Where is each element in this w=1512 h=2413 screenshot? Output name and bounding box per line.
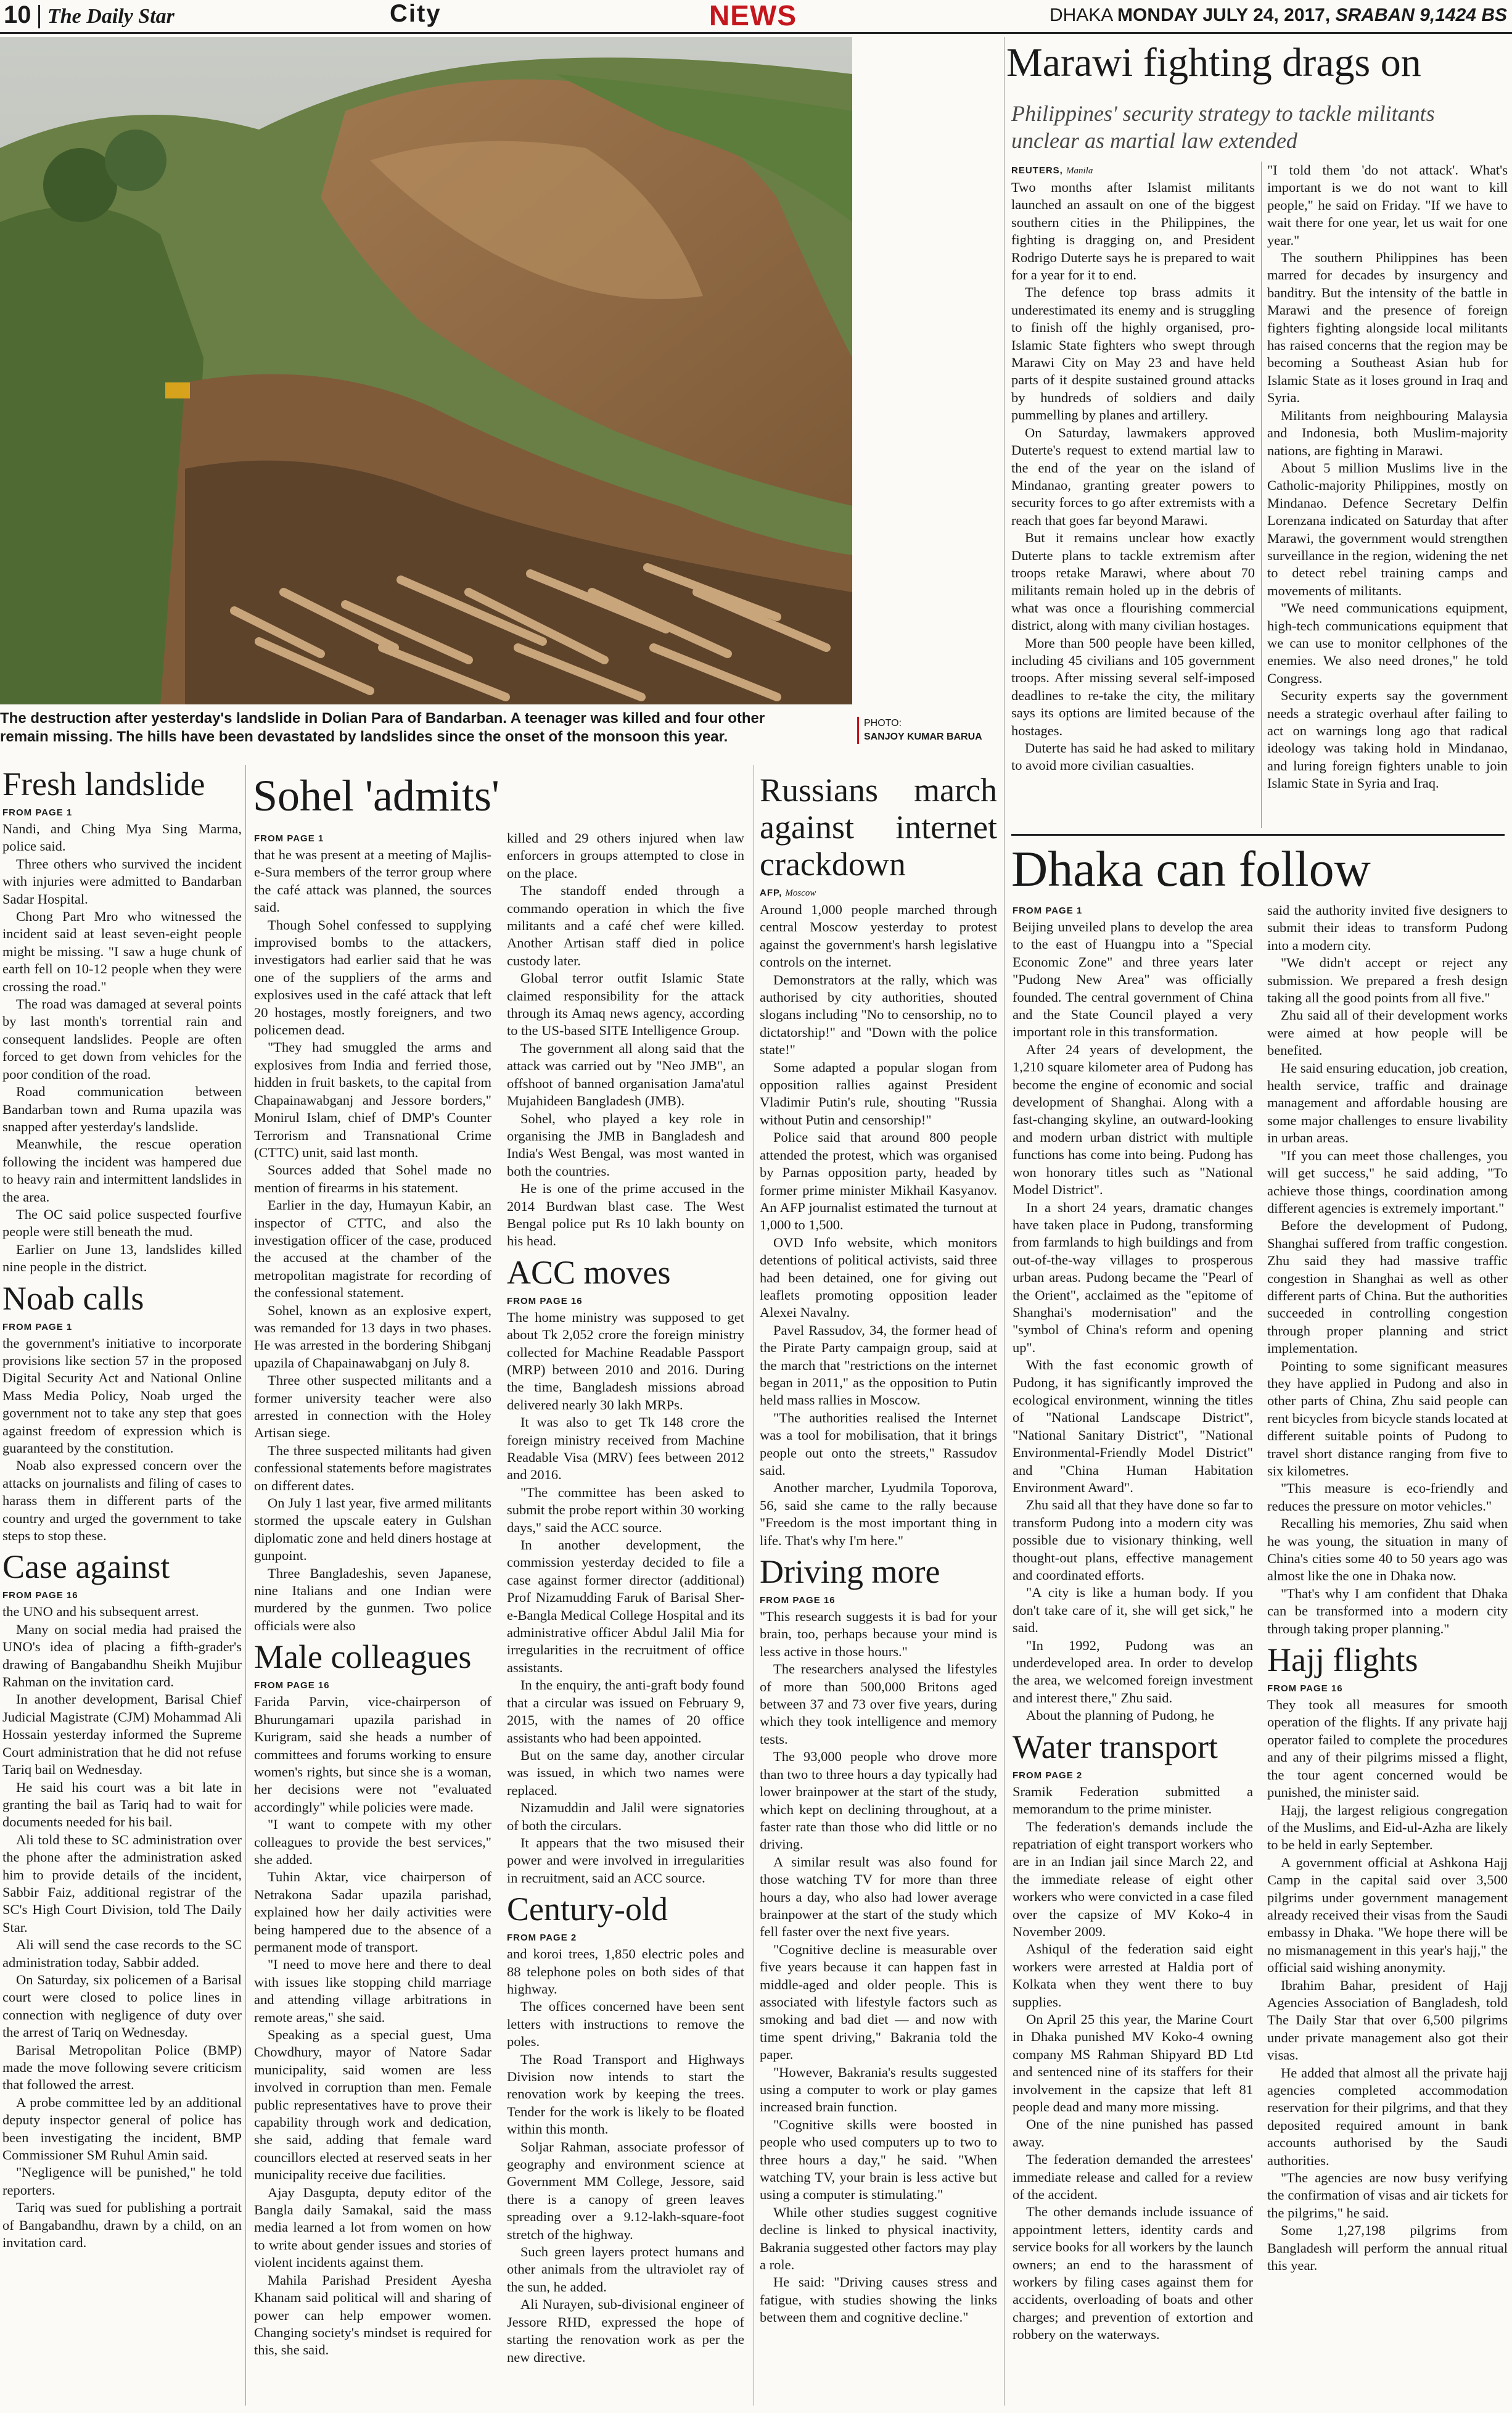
sohel-column-1 [254,830,491,2359]
paragraph: Zhu said all that they have done so far to transform Pudong into a modern city was possible due to visionary thinking, well thought-out plans, effective management and coordinated efforts. [1013,1497,1253,1583]
paragraph: After 24 years of development, the 1,210 square kilometer area of Pudong has become the engine of economic and social development of Shanghai. Along with a fast-changing skyline, an outward-looking and modern urban district with multiple functions has come into being. Pudong has won honorary titles such as "National Model District". [1013,1041,1253,1198]
paragraph: "I need to move here and there to deal with issues like stopping child marriage and attending village arbitrations in remote areas," she said. [254,1957,491,2025]
from-page-label: FROM PAGE 16 [760,1595,836,1606]
dhaka-headline: Dhaka can follow [1011,834,1505,899]
paragraph: The southern Philippines has been marred for decades by insurgency and banditry. But the intensity of the battle in Marawi and the presence of foreign fighters fighting alongside local militants has raised concerns that the region may be becoming a Southeast Asian hub for Islamic State as it loses ground in Iraq and Syria. [1267,250,1508,406]
paragraph: On April 25 this year, the Marine Court in Dhaka punished MV Koko-4 owning company MS Rahman Shipyard BD Ltd and sentenced nine of its staffers for their involvement in the capsize that left 81 people dead and many more missing. [1013,2011,1253,2114]
sohel-headline-wrap [253,771,746,820]
paragraph: Tuhin Aktar, vice chairperson of Netrakona Sadar upazila parishad, explained how her daily activities were being hampered due to the absence of a permanent mode of transport. [254,1869,491,1955]
paragraph: Some adapted a popular slogan from opposition rallies against President Vladimir Putin's rule, shouting "Russia without Putin and censorship!" [760,1059,997,1128]
sohel-from: FROM PAGE 1 [254,833,324,844]
paragraph: "The committee has been asked to submit the probe report within 30 working days," said the ACC source. [507,1484,744,1535]
dhaka-body-2 [1267,902,1508,1638]
russians-source-place: Moscow [785,888,816,898]
page-header [0,0,1512,34]
paragraph: Police said that around 800 people attended the protest, which was organised by Parnas opposition party, headed by former prime minister Mikhail Kasyanov. An AFP journalist estimated the turnout at 1,000 to 1,500. [760,1129,997,1233]
paragraph: "I told them 'do not attack'. What's important is we do not want to kill people," he said on Friday. "If we have to wait there for one year, let us wait for one year." [1267,162,1508,248]
paragraph: Pavel Rassudov, 34, the former head of the Pirate Party campaign group, said at the march that "restrictions on the internet began in 2011," as the opposition to Putin held mass rallies in Moscow. [760,1322,997,1408]
from-page-label: FROM PAGE 2 [507,1932,577,1944]
dhaka-column-2 [1267,902,1508,2274]
paragraph: Nizamuddin and Jalil were signatories of both the circulars. [507,1800,744,1833]
paragraph: With the fast economic growth of Pudong, it has significantly improved the ecological environment, winning the titles of "National Landscape District", "National Sanitary District", "National Environmental-Friendly Model District" and "China Human Habitation Environment Award". [1013,1357,1253,1495]
column-rule [1261,162,1262,828]
paragraph: Beijing unveiled plans to develop the area to the east of Huangpu into a "Special Economic Zone" and three years later "Pudong New Area" was officially founded. The central government of China and the State Council played a very important role in this transformation. [1013,919,1253,1040]
paragraph: It appears that the two misused their power and were involved in irregularities in recruitment, said an ACC source. [507,1834,744,1886]
paragraph: Mahila Parishad President Ayesha Khanam said political will and sharing of power can help empower women. Changing society's mindset is required for this, she said. [254,2272,491,2358]
paragraph: He said his court was a bit late in granting the bail as Tariq had to wait for documents needed for his bail. [2,1779,242,1830]
article-headline: Century-old [507,1891,668,1928]
dhaka-from: FROM PAGE 1 [1013,905,1083,916]
paragraph: The 93,000 people who drove more than two to three hours a day typically had lower brainpower at the start of the study, which kept on declining throughout, at a faster rate than those who did little or no driving. [760,1749,997,1852]
male-colleagues-article [254,1638,491,2359]
article-headline: Driving more [760,1553,940,1591]
paragraph: Sohel, known as an explosive expert, was remanded for 13 days in two phases. He was arrested in the bordering Shibganj upazila of Chapainawabganj on July 8. [254,1302,491,1371]
paragraph: One of the nine punished has passed away. [1013,2116,1253,2150]
paragraph: The OC said police suspected fourfive people were still beneath the mud. [2,1206,242,1240]
column-rule [1004,37,1005,2406]
dateline-bangla: SRABAN 9,1424 BS [1335,5,1507,25]
paragraph: The offices concerned have been sent letters with instructions to remove the poles. [507,1998,744,2050]
paragraph: While other studies suggest cognitive decline is linked to physical inactivity, Bakrania suggested other factors may play a role. [760,2204,997,2273]
from-page-label: FROM PAGE 1 [2,1321,73,1332]
paragraph: Barisal Metropolitan Police (BMP) made the move following severe criticism that followed the arrest. [2,2042,242,2093]
paragraph: The road was damaged at several points by last month's torrential rain and consequent landslides. People are often forced to get down from vehicles for the poor condition of the road. [2,996,242,1082]
paragraph: Chong Part Mro who witnessed the incident said at least seven-eight people might be missing. "I saw a huge chunk of earth fell on 10-12 people when they were crossing the road." [2,909,242,994]
article-headline: ACC moves [507,1253,671,1291]
paragraph: "The agencies are now busy verifying the confirmation of visas and air tickets for the pilgrims," he said. [1267,2170,1508,2221]
paragraph: Two months after Islamist militants launched an assault on one of the biggest southern cities in the Philippines, the fighting is dragging on, and President Rodrigo Duterte says he is prepared to wait for a year for it to end. [1011,179,1255,283]
hajj-flights-article [1267,1641,1508,2274]
russians-headline: Russians march against internet crackdown [760,772,997,883]
column-rule [245,765,246,2406]
russians-source-agency: AFP, [760,888,783,898]
paragraph: A government official at Ashkona Hajj Camp in the capital said over 3,500 pilgrims under government management already received their visas from the Saudi embassy in Dhaka. "We hope there will be no mismanagement in this year's hajj," the official said wishing anonymity. [1267,1854,1508,1976]
paragraph: Earlier in the day, Humayun Kabir, an inspector of CTTC, and also the investigation officer of the case, produced the accused at the chamber of the metropolitan magistrate for recording of the confessional statement. [254,1197,491,1301]
paragraph: Meanwhile, the rescue operation following the incident was hampered due to heavy rain and intermittent landslides in the area. [2,1136,242,1205]
paragraph: On July 1 last year, five armed militants stormed the upscale eatery in Gulshan diplomatic zone and held diners hostage at gunpoint. [254,1495,491,1564]
paragraph: "If you can meet those challenges, you will get success," he said adding, "To achieve those things, coordination among different agencies is extremely important." [1267,1147,1508,1216]
newspaper-name: The Daily Star [38,5,175,28]
paragraph: Zhu said all of their development works were aimed at how people will be benefited. [1267,1007,1508,1058]
photo-credit-name: SANJOY KUMAR BARUA [864,732,982,742]
paragraph: Farida Parvin, vice-chairperson of Bhurungamari upazila parishad in Kurigram, said she heads a number of committees and forums working to ensure women's rights, but since she is a woman, her decisions were not "evaluated accordingly" while policies were made. [254,1694,491,1815]
section-name: City [390,0,442,27]
from-page-label: FROM PAGE 16 [2,1590,78,1601]
paragraph: Three Bangladeshis, seven Japanese, nine Italians and one Indian were murdered by the gunmen. Two police officials were also [254,1565,491,1633]
paragraph: The federation demanded the arrestees' immediate release and called for a review of the accident. [1013,2151,1253,2203]
paragraph: Duterte has said he had asked to military to avoid more civilian casualties. [1011,740,1255,773]
paragraph: The defence top brass admits it underestimated its enemy and is struggling to finish off the highly organised, pro-Islamic State fighters who swept through Marawi City on May 23 and have held parts of it despite sustained ground attacks by hundreds of soldiers and daily pummelling by planes and artillery. [1011,284,1255,423]
paragraph: Security experts say the government needs a strategic overhaul after failing to act on warnings long ago that radical ideology was taking hold in Mindanao, and luring foreign fighters unable to join Islamic State in Syria and Iraq. [1267,688,1508,791]
photo-caption: The destruction after yesterday's landslide in Dolian Para of Bandarban. A teenager was killed and four other remain missing. The hills have been devastated by landslides since the onset of the monsoon this year. [0,710,765,745]
article-headline: Hajj flights [1267,1641,1418,1679]
paragraph: On Saturday, lawmakers approved Duterte's request to extend martial law to the end of the year on the island of Mindanao, granting greater powers to security forces to go after extremists with a reach that goes far beyond Marawi. [1011,424,1255,528]
paragraph: Pointing to some significant measures they have applied in Pudong and also in other parts of China, Zhu said people can rent bicycles from bicycle stands located at different suitable points of Pudong to travel short distance ranging from five to six kilometres. [1267,1358,1508,1479]
paragraph: Recalling his memories, Zhu said when he was young, the situation in many of China's cities some 40 to 50 years ago was almost like the one in Dhaka now. [1267,1516,1508,1584]
paragraph: the government's initiative to incorporate provisions like section 57 in the proposed Digital Security Act and National Online Mass Media Policy, Noab urged the government not to take any step that goes against freedom of expression which is guaranteed by the constitution. [2,1335,242,1456]
paragraph: Global terror outfit Islamic State claimed responsibility for the attack through its Amaq news agency, according to the US-based SITE Intelligence Group. [507,970,744,1039]
dateline-date: MONDAY JULY 24, 2017, [1117,5,1331,25]
paragraph: Demonstrators at the rally, which was authorised by city authorities, shouted slogans including "No to censorship, no to dictatorship!" and "Down with the police state!" [760,971,997,1058]
paragraph: Ajay Dasgupta, deputy editor of the Bangla daily Samakal, said the mass media learned a lot from women on how to write about gender issues and stories of violent incidents against them. [254,2184,491,2271]
paragraph: Many on social media had praised the UNO's idea of placing a fifth-grader's drawing of Bangabandhu Sheikh Mujibur Rahman on the invitation card. [2,1621,242,1690]
paragraph: Earlier on June 13, landslides killed nine people in the district. [2,1241,242,1275]
sohel-column-2 [507,830,744,2366]
dateline [1050,5,1507,26]
sohel-body-1 [254,846,491,1635]
paragraph: In another development, the commission yesterday decided to file a case against former director (additional) Prof Nizamudding Faruk of Barisal Sher-e-Bangla Medical College Hospital and its administrative officer Abdul Jalil Mia for irregularities in the recruitment of office assistants. [507,1537,744,1675]
marawi-source-place: Manila [1066,166,1093,176]
from-page-label: FROM PAGE 16 [254,1680,330,1691]
paragraph: Though Sohel confessed to supplying improvised bombs to the attackers, investigators had earlier said that he was one of the suppliers of the arms and explosives used in the café attack that left 20 hostages, mostly foreigners, and two policemen dead. [254,917,491,1038]
paragraph: "This measure is eco-friendly and reduces the pressure on motor vehicles." [1267,1480,1508,1514]
paragraph: In the enquiry, the anti-graft body found that a circular was issued on February 9, 2015, with the names of 20 office assistants who had been appointed. [507,1677,744,1746]
dhaka-body-1 [1013,918,1253,1725]
paragraph: Some 1,27,198 pilgrims from Bangladesh will perform the annual ritual this year. [1267,2222,1508,2274]
paragraph: Before the development of Pudong, Shanghai suffered from traffic congestion. Zhu said they had massive traffic congestion in Shanghai as well as other different parts of China. But the authorities succeeded in controlling congestion through proper planning and strict implementation. [1267,1218,1508,1356]
paragraph: Around 1,000 people marched through central Moscow yesterday to protest against the government's harsh legislative controls on the internet. [760,902,997,970]
paragraph: Ashiqul of the federation said eight workers were arrested at Haldia port of Kolkata when they went there to buy supplies. [1013,1941,1253,2010]
paragraph: More than 500 people have been killed, including 45 civilians and 105 government troops. After missing several self-imposed deadlines to re-take the city, the military says its options are limited because of the hostages. [1011,635,1255,738]
marawi-source [1011,165,1255,176]
paragraph: He added that almost all the private hajj agencies completed accommodation reservation for their pilgrims, and that they deposited required amount in bank accounts authorised by the Saudi authorities. [1267,2064,1508,2168]
paragraph: On Saturday, six policemen of a Barisal court were closed to police lines in connection with negligence of duty over the arrest of Tariq on Wednesday. [2,1971,242,2040]
century-old-article [507,1891,744,2366]
paragraph: The researchers analysed the lifestyles of more than 500,000 Britons aged between 37 and 73 over five years, during which they took intelligence and memory tests. [760,1661,997,1747]
paragraph: killed and 29 others injured when law enforcers in groups attempted to close in on the place. [507,830,744,881]
marawi-subheadline: Philippines' security strategy to tackle militants unclear as martial law extended [1011,101,1435,153]
paragraph: But it remains unclear how exactly Duterte plans to tackle extremism after troops retake Marawi, where about 70 militants remain holed up in the debris of what was once a flourishing commercial district, along with many civilian hostages. [1011,530,1255,633]
paragraph: Nandi, and Ching Mya Sing Marma, police said. [2,821,242,854]
russians-source [760,888,997,899]
paragraph: They took all measures for smooth operation of the flights. If any private hajj operator failed to complete the procedures and any of their pilgrims missed a flight, the tour agent concerned would be punished, the minister said. [1267,1697,1508,1800]
paragraph: Speaking as a special guest, Uma Chowdhury, mayor of Natore Sadar municipality, said women are less involved in corruption than men. Female public representatives have to prove their capability through work and dedication, she said, adding that female ward councillors elected at reserved seats in her municipality receive due facilities. [254,2027,491,2183]
paragraph: Such green layers protect humans and other animals from the ultraviolet ray of the sun, he added. [507,2244,744,2295]
marawi-column-1 [1011,162,1255,775]
paragraph: "However, Bakrania's results suggested using a computer to work or play games increased brain function. [760,2064,997,2115]
paragraph: In a short 24 years, dramatic changes have taken place in Pudong, transforming from farmlands to high buildings and from out-of-the-way villages to prosperous urban areas. Pudong became the "Pearl of the Orient", acclaimed as the "epitome of Shanghai's modernisation" and the "symbol of China's reform and opening up". [1013,1199,1253,1355]
paragraph: About the planning of Pudong, he [1026,1707,1214,1723]
paragraph: "Cognitive decline is measurable over five years because it can happen fast in middle-aged and older people. This is associated with lifestyle factors such as smoking and bad diet — and now with time spent driving," Bakrania told the paper. [760,1941,997,2063]
paragraph: Sohel, who played a key role in organising the JMB in Bangladesh and India's West Bengal, was most wanted in both the countries. [507,1110,744,1179]
paragraph: He is one of the prime accused in the 2014 Burdwan blast case. The West Bengal police put Rs 10 lakh bounty on his head. [507,1181,744,1249]
article-headline: Water transport [1013,1728,1218,1765]
paragraph: It was also to get Tk 148 crore the foreign ministry received from Machine Readable Visa (MRV) fees between 2012 and 2016. [507,1414,744,1483]
page-number: 10 [4,1,31,28]
column-russians [760,768,997,2327]
paragraph: About 5 million Muslims live in the Catholic-majority Philippines, mostly on Mindanao. Defence Secretary Delfin Lorenzana indicated on Saturday that after Marawi, the government would strengthen surveillance in the region, widening the net to detect rebel training camps and movements of militants. [1267,460,1508,598]
paragraph: Ali Nurayen, sub-divisional engineer of Jessore RHD, expressed the hope of starting the renovation work as per the new directive. [507,2296,744,2365]
paragraph: He said: "Driving causes stress and fatigue, with studies showing the links between them and cognitive decline." [760,2274,997,2325]
article-headline: Male colleagues [254,1638,472,1676]
from-page-label: FROM PAGE 16 [507,1295,583,1306]
paragraph: "In 1992, Pudong was an underdeveloped area. In order to develop the area, we welcomed foreign investment and interest there," Zhu said. [1013,1637,1253,1706]
article-headline: Fresh landslide [2,765,205,802]
paragraph: The three suspected militants had given confessional statements before magistrates on different dates. [254,1442,491,1493]
paragraph: He said ensuring education, job creation, health service, traffic and drainage management and affordable housing are some major challenges to ensure livability in urban areas. [1267,1060,1508,1146]
landslide-photo-image [0,37,852,704]
paragraph: that he was present at a meeting of Majlis-e-Sura members of the terror group where the café attack was planned, the sources said. [254,847,491,915]
paragraph: "They had smuggled the arms and explosives from India and ferried those, hidden in fruit baskets, to the capital from Chapainawabganj and Jessore borders," Monirul Islam, chief of DMP's Counter Terrorism and Transnational Crime (CTTC) unit, said last month. [254,1039,491,1160]
paragraph: the UNO and his subsequent arrest. [2,1604,199,1620]
paragraph: Ibrahim Bahar, president of Hajj Agencies Association of Bangladesh, told The Daily Star that over 6,500 pilgrims under private management also got their visas. [1267,1977,1508,2063]
paragraph: The other demands include issuance of appointment letters, identity cards and service books for all workers by the launch owners; an end to the harassment of workers by filing cases against them for accidents, overloading of boats and other charges; and prevention of extortion and robbery on the waterways. [1013,2204,1253,2343]
paragraph: Tariq was sued for publishing a portrait of Bangabandhu, drawn by a child, on an invitation card. [2,2200,242,2251]
marawi-column-2 [1267,162,1508,793]
paragraph: "This research suggests it is bad for your brain, too, perhaps because your mind is less active in those hours." [760,1609,997,1659]
paragraph: Sources added that Sohel made no mention of firearms in his statement. [254,1162,491,1195]
paragraph: Three other suspected militants and a former university teacher were also arrested in connection with the Holey Artisan siege. [254,1372,491,1441]
paragraph: Noab also expressed concern over the attacks on journalists and filing of cases to harass them in different parts of the country and urged the government to take steps to stop these. [2,1458,242,1544]
paragraph: "That's why I am confident that Dhaka can be transformed into a modern city through taking proper planning." [1267,1585,1508,1636]
paragraph: "We didn't accept or reject any submission. We prepared a fresh design taking all the good points from all five." [1267,955,1508,1006]
landslide-photo [0,37,852,704]
column-a [2,762,242,2251]
news-label: NEWS [709,0,797,31]
paragraph: Another marcher, Lyudmila Toporova, 56, said she came to the rally because "Freedom is the most important thing in life. That's why I'm here." [760,1480,997,1548]
paragraph: In another development, Barisal Chief Judicial Magistrate (CJM) Mohammad Ali Hossain yesterday informed the Supreme Court administration that he did not refuse Tariq bail on Wednesday. [2,1691,242,1778]
from-page-label: FROM PAGE 1 [2,807,73,818]
sohel-headline: Sohel 'admits' [253,771,499,820]
paragraph: The standoff ended through a commando operation in which the five militants and a café chef were killed. Another Artisan staff died in police custody later. [507,883,744,968]
paragraph: "Cognitive skills were boosted in people who used computers up to two to three hours a day," he said. "When watching TV, your brain is less active but using a computer is stimulating." [760,2116,997,2203]
paragraph: The home ministry was supposed to get about Tk 2,052 crore the foreign ministry collected for Machine Readable Passport (MRP) between 2010 and 2016. During the time, Bangladesh missions abroad delivered nearly 30 lakh MRPs. [507,1309,744,1413]
paragraph: Sramik Federation submitted a memorandum to the prime minister. [1013,1783,1253,1817]
paragraph: The federation's demands include the repatriation of eight transport workers who are in an Indian jail since March 22, and the immediate release of eight other workers who were convicted in a case filed over the capsize of MV Koko-4 in November 2009. [1013,1818,1253,1939]
photo-credit [857,717,993,744]
paragraph: Militants from neighbouring Malaysia and Indonesia, both Muslim-majority nations, are fighting in Marawi. [1267,407,1508,458]
paragraph: Ali told these to SC administration over the phone after the administration asked him to provide details of the incident, Sabbir Faiz, additional registrar of the SC's High Court Division, told The Daily Star. [2,1831,242,1935]
paragraph: "Negligence will be punished," he told reporters. [2,2164,242,2198]
acc-moves-article [507,1254,744,1887]
paragraph: The government all along said that the attack was carried out by "Neo JMB", an offshoot of banned organisation Jama'atul Mujahideen Bangladesh (JMB). [507,1040,744,1109]
from-page-label: FROM PAGE 16 [1267,1683,1343,1694]
paragraph: OVD Info website, which monitors detentions of political activists, said three had been detained, one for giving out leaflets promoting opposition leader Alexei Navalny. [760,1234,997,1321]
paragraph: But on the same day, another circular was issued, in which two names were replaced. [507,1747,744,1798]
paragraph: Three others who survived the incident with injuries were admitted to Bandarban Sadar Hospital. [2,856,242,907]
marawi-body-2 [1267,162,1508,793]
water-transport-article [1013,1728,1253,2344]
marawi-body-1 [1011,179,1255,775]
dhaka-column-1 [1013,902,1253,2344]
paragraph: Hajj, the largest religious congregation of the Muslims, and Eid-ul-Azha are likely to be held in early September. [1267,1802,1508,1853]
paragraph: Road communication between Bandarban town and Ruma upazila was snapped after yesterday's landslide. [2,1084,242,1134]
paragraph: "I want to compete with my other colleagues to provide the best services," she added. [254,1817,491,1867]
paragraph: "A city is like a human body. If you don't take care of it, she will get sick," he said. [1013,1585,1253,1636]
sohel-body-2 [507,830,744,1250]
paragraph: said the authority invited five designers to submit their ideas to transform Pudong into a modern city. [1267,902,1508,953]
paragraph: The Road Transport and Highways Division now intends to start the renovation work by keeping the trees. Tender for the work is likely to be floated within this month. [507,2051,744,2137]
paragraph: A similar result was also found for those watching TV for more than three hours a day, who also had lower average brainpower at the start of the study which fell faster over the next five years. [760,1854,997,1940]
marawi-headline: Marawi fighting drags on [1006,40,1421,85]
marawi-source-agency: REUTERS, [1011,165,1063,176]
dateline-city: DHAKA [1049,5,1112,25]
article-headline: Noab calls [2,1279,144,1317]
paragraph: A probe committee led by an additional deputy inspector general of police has been investigating the incident, BMP Commissioner SM Ruhul Amin said. [2,2094,242,2163]
article-headline: Case against [2,1548,170,1586]
paragraph: Ali will send the case records to the SC administration today, Sabbir added. [2,1937,242,1970]
photo-credit-label: PHOTO: [864,718,902,728]
paragraph: and koroi trees, 1,850 electric poles and 88 telephone poles on both sides of that highway. [507,1946,744,1997]
paragraph: "The authorities realised the Internet was a tool for mobilisation, that it brings people out onto the streets," Rassudov said. [760,1409,997,1478]
from-page-label: FROM PAGE 2 [1013,1770,1083,1781]
paragraph: "We need communications equipment, high-tech communications equipment that we can use to monitor cellphones of the enemies. We also need drones," he told Congress. [1267,600,1508,686]
paragraph: Soljar Rahman, associate professor of geography and environment science at Government MM College, Jessore, said there is a canopy of green leaves spreading over a 9.12-lakh-square-foot stretch of the highway. [507,2139,744,2242]
